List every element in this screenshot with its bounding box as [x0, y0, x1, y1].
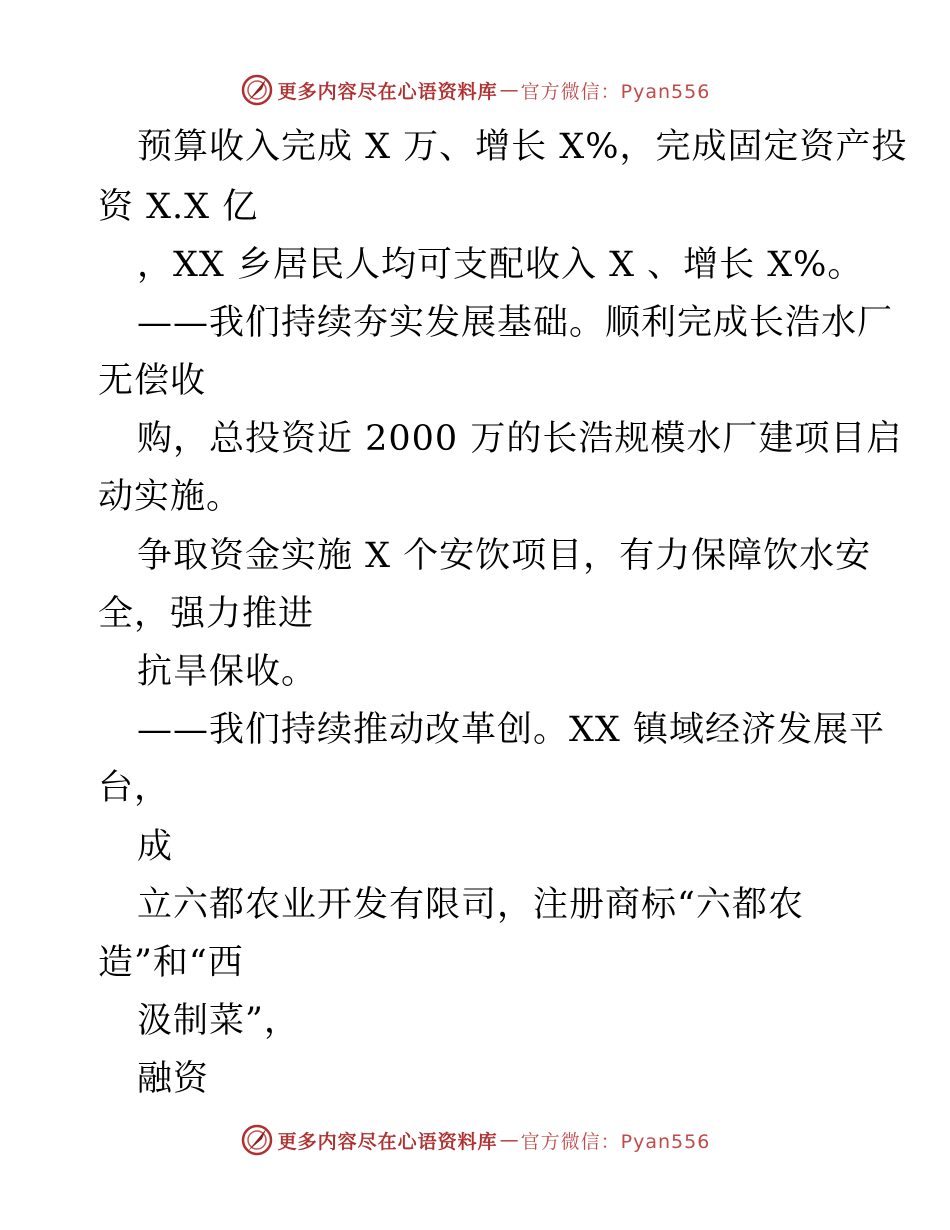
banner-dash: —	[499, 1129, 519, 1151]
paragraph-line: 预算收入完成 X 万、增长 X%，完成固定资产投	[137, 127, 908, 167]
header-watermark-banner	[0, 70, 950, 110]
paragraph-line: 台，	[98, 768, 171, 808]
banner-main-text: 更多内容尽在心语资料库	[277, 1130, 498, 1153]
paragraph-line: 抗旱保收。	[137, 652, 318, 692]
paragraph-line: 成	[137, 827, 174, 867]
paragraph-line: 无偿收	[98, 361, 207, 401]
paragraph-line: 融资	[137, 1059, 210, 1099]
banner-main-text: 更多内容尽在心语资料库	[277, 80, 498, 103]
paragraph-line: 资 X.X 亿	[98, 187, 259, 227]
banner-dash: —	[499, 79, 519, 101]
banner-wechat-text: 官方微信：Pyan556	[520, 1130, 711, 1153]
footer-watermark-banner	[0, 1120, 950, 1160]
paragraph-line: 汲制菜”，	[137, 1001, 300, 1041]
paragraph-line: 争取资金实施 X 个安饮项目，有力保障饮水安	[137, 536, 872, 576]
paragraph-line: ，XX 乡居民人均可支配收入 X 、增长 X%。	[137, 245, 864, 285]
paragraph-line: 全，强力推进	[98, 594, 315, 634]
paragraph-line: 造”和“西	[98, 943, 244, 983]
paragraph-line: 立六都农业开发有限司，注册商标“六都农	[137, 885, 804, 925]
quill-logo-icon	[240, 73, 274, 107]
banner-wechat-text: 官方微信：Pyan556	[520, 80, 711, 103]
quill-logo-icon	[240, 1123, 274, 1157]
paragraph-line: ——我们持续夯实发展基础。顺利完成长浩水厂	[137, 303, 894, 343]
paragraph-line: 动实施。	[98, 477, 243, 517]
paragraph-line: 购，总投资近 2000 万的长浩规模水厂建项目启	[137, 419, 903, 459]
paragraph-line: ——我们持续推动改革创。XX 镇域经济发展平	[137, 710, 885, 750]
